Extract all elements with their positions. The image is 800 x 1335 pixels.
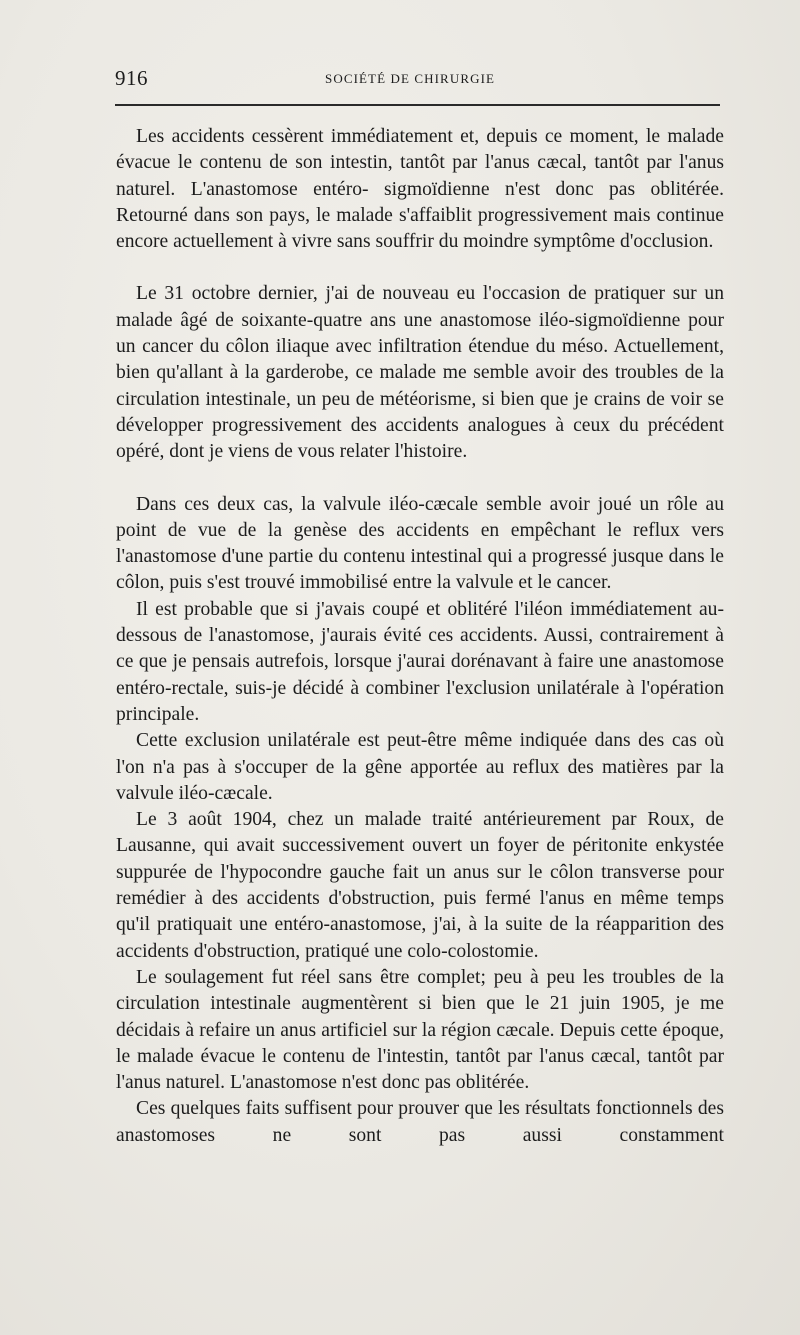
paragraph-8: Ces quelques faits suffisent pour prouver que les résultats fonctionnels des anastomoses ne sont pas aussi constamment [116, 1098, 724, 1146]
page-number: 916 [115, 66, 148, 90]
page-header [115, 66, 720, 94]
paragraph-1: Les accidents cessèrent immédiatement et, depuis ce moment, le malade évacue le contenu de son intestin, tantôt par l'anus cæcal, tantôt par l'anus naturel. L'anastomose entéro- sigmoïdienne n'est donc pas oblitérée. Retourné dans son pays, le malade s'affaiblit progressivement mais continue encore actuellement à vivre sans souffrir du moindre symptôme d'occlusion. [116, 126, 724, 253]
paragraph-7: Le soulagement fut réel sans être complet; peu à peu les troubles de la circulation intestinale augmentèrent si bien que le 21 juin 1905, je me décidais à refaire un anus artificiel sur la région cæcale. Depuis cette époque, le malade évacue le contenu de l'intestin, tantôt par l'anus cæcal, tantôt par l'anus naturel. L'anastomose n'est donc pas oblitérée. [116, 966, 724, 1094]
paragraph-2: Le 31 octobre dernier, j'ai de nouveau eu l'occasion de pratiquer sur un malade âgé de soixante-quatre ans une anastomose iléo-sigmoïdienne pour un cancer du côlon iliaque avec infiltration étendue du méso. Actuellement, bien qu'allant à la garderobe, ce malade me semble avoir des troubles de la circulation intestinale, un peu de météorisme, si bien que je crains de voir se développer progressivement des accidents analogues à ceux du précédent opéré, dont je viens de vous relater l'histoire. [116, 283, 724, 463]
paragraph-5: Cette exclusion unilatérale est peut-être même indiquée dans des cas où l'on n'a pas à s'occuper de la gêne apportée au reflux des matières par la valvule iléo-cæcale. [116, 730, 724, 804]
header-rule [115, 104, 720, 106]
paragraph-4: Il est probable que si j'avais coupé et oblitéré l'iléon immédiatement au-dessous de l'anastomose, j'aurais évité ces accidents. Aussi, contrairement à ce que je pensais autrefois, lorsque j'aurai dorénavant à faire une anastomose entéro-rectale, suis-je décidé à combiner l'exclusion unilatérale à l'opération principale. [116, 598, 724, 725]
paragraph-6: Le 3 août 1904, chez un malade traité antérieurement par Roux, de Lausanne, qui avait successivement ouvert un foyer de péritonite enkystée suppurée de l'hypocondre gauche fait un anus sur le côlon transverse pour remédier à des accidents d'obstruction, puis fermé l'anus en même temps qu'il pratiquait une entéro-anastomose, j'ai, à la suite de la réapparition des accidents d'obstruction, pratiqué une colo-colostomie. [116, 809, 724, 962]
running-head: SOCIÉTÉ DE CHIRURGIE [325, 71, 496, 86]
paragraph-3: Dans ces deux cas, la valvule iléo-cæcale semble avoir joué un rôle au point de vue de la genèse des accidents en empêchant le reflux vers l'anastomose d'une partie du contenu intestinal qui a progressé jusque dans le côlon, puis s'est trouvé immobilisé entre la valvule et le cancer. [116, 493, 724, 594]
body-text [116, 124, 724, 1149]
